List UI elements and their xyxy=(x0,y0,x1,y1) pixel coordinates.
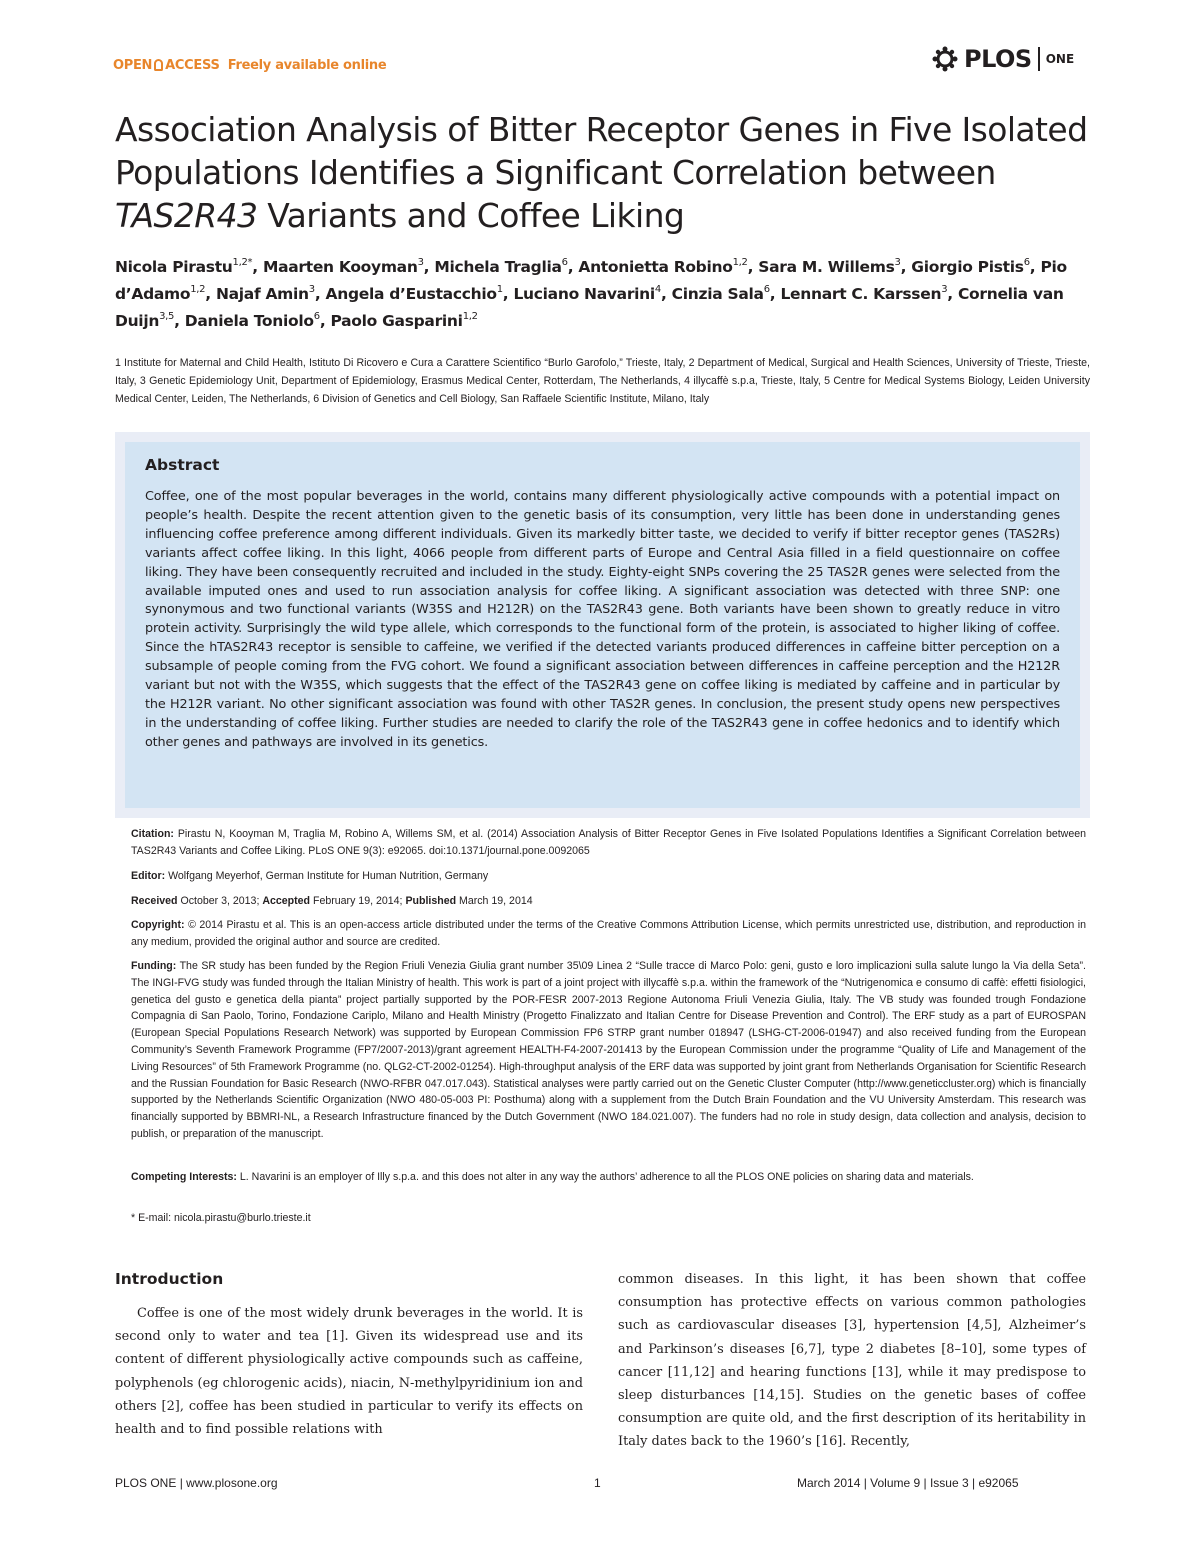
open-access-banner xyxy=(113,58,386,73)
author-name: Cinzia Sala xyxy=(671,285,764,303)
title-part-2: Variants and Coffee Liking xyxy=(257,196,685,235)
author-name: Maarten Kooyman xyxy=(262,258,418,276)
received-date: October 3, 2013; xyxy=(177,895,263,907)
author-name: Angela d’Eustacchio xyxy=(325,285,497,303)
author-affiliation-marker: 1,2 xyxy=(732,257,748,268)
editor xyxy=(131,868,1086,885)
affiliations: 1 Institute for Maternal and Child Health, Istituto Di Ricovero e Cura a Carattere Scientifico “Burlo Garofolo,” Trieste, Italy, 2 Department of Medical, Surgical and Health Sciences, University of Trieste, Trieste, Italy, 3 Genetic Epidemiology Unit, Department of Epidemiology, Erasmus Medical Center, Rotterdam, The Netherlands, 4 illycaffè s.p.a, Trieste, Italy, 5 Centre for Medical Systems Biology, Leiden University Medical Center, Leiden, The Netherlands, 6 Division of Genetics and Cell Biology, San Raffaele Scientific Institute, Milano, Italy xyxy=(115,356,1090,406)
author-affiliation-marker: 3,5 xyxy=(159,311,175,322)
plos-gear-icon xyxy=(932,46,958,72)
author-affiliation-marker: 3 xyxy=(894,257,901,268)
author-name: Antonietta Robino xyxy=(578,258,733,276)
competing-label: Competing Interests: xyxy=(131,1171,237,1183)
one-wordmark: ONE xyxy=(1045,52,1075,66)
logo-divider xyxy=(1038,47,1040,71)
abstract-box xyxy=(115,432,1090,818)
accepted-label: Accepted xyxy=(262,895,311,907)
author-affiliation-marker: 6 xyxy=(1023,257,1030,268)
open-access-lock-icon xyxy=(154,59,163,71)
footer-page-number: 1 xyxy=(594,1476,601,1490)
copyright-text: © 2014 Pirastu et al. This is an open-access article distributed under the terms of the Creative Commons Attribution License, which permits unrestricted use, distribution, and reproduction in any medium, provided the original author and source are credited. xyxy=(131,919,1086,948)
author-name: Pio d’Adamo xyxy=(115,258,1067,303)
author-name: Najaf Amin xyxy=(215,285,309,303)
abstract-heading: Abstract xyxy=(145,456,220,474)
author-name: Luciano Navarini xyxy=(513,285,655,303)
intro-column-right: common diseases. In this light, it has been shown that coffee consumption has protective effects on various common pathologies such as cardiovascular diseases [3], hypertension [4,5], Alzheimer’s and Parkinson’s diseases [6,7], type 2 diabetes [8–10], some types of cancer [11,12] and hearing functions [13], while it may predispose to sleep disturbances [14,15]. Studies on the genetic bases of coffee consumption are quite old, and the first description of its heritability in Italy dates back to the 1960’s [16]. Recently, xyxy=(618,1272,1086,1450)
accepted-date: February 19, 2014; xyxy=(310,895,406,907)
plos-one-logo[interactable] xyxy=(932,44,1074,74)
footer-journal[interactable]: PLOS ONE | www.plosone.org xyxy=(115,1476,278,1490)
author-affiliation-marker: 3 xyxy=(308,284,315,295)
author-name: Daniela Toniolo xyxy=(184,312,314,330)
abstract-text: Coffee, one of the most popular beverages in the world, contains many different physiologically active compounds with a potential impact on people’s health. Despite the recent attention given to the genetic basis of its consumption, very little has been done in understanding genes influencing coffee preference among different individuals. Given its markedly bitter taste, we decided to verify if bitter receptor genes (TAS2Rs) variants affect coffee liking. In this light, 4066 people from different parts of Europe and Central Asia filled in a field questionnaire on coffee liking. They have been consequently recruited and included in the study. Eighty-eight SNPs covering the 25 TAS2R genes were selected from the available imputed ones and used to run association analysis for coffee liking. A significant association was detected with three SNP: one synonymous and two functional variants (W35S and H212R) on the TAS2R43 gene. Both variants have been shown to greatly reduce in vitro protein activity. Surprisingly the wild type allele, which corresponds to the functional form of the protein, is associated to higher liking of coffee. Since the hTAS2R43 receptor is sensible to caffeine, we verified if the detected variants produced differences in caffeine bitter perception on a subsample of people coming from the FVG cohort. We found a significant association between differences in caffeine perception and the H212R variant but not with the W35S, which suggests that the effect of the TAS2R43 gene on coffee liking is mediated by caffeine and in particular by the H212R variant. No other significant association was found with other TAS2R genes. In conclusion, the present study opens new perspectives in the understanding of coffee liking. Further studies are needed to clarify the role of the TAS2R43 gene in coffee hedonics and to identify which other genes and pathways are involved in its genetics. xyxy=(145,489,1060,750)
copyright xyxy=(131,917,1086,951)
author-name: Cornelia van Duijn xyxy=(115,285,1064,330)
author-name: Paolo Gasparini xyxy=(330,312,463,330)
funding-label: Funding: xyxy=(131,960,177,972)
editor-text: Wolfgang Meyerhof, German Institute for Human Nutrition, Germany xyxy=(165,870,489,882)
author-affiliation-marker: 4 xyxy=(654,284,661,295)
funding-text: The SR study has been funded by the Region Friuli Venezia Giulia grant number 35\09 Linea 2 “Sulle tracce di Marco Polo: geni, gusto e loro implicazioni sulla salute lungo la Via della Seta”. The INGI-FVG study was funded through the Italian Ministry of health. This work is part of a joint project with illycaffè s.p.a. within the framework of the “Nutrigenomica e consumo di caffè: effetti fisiologici, genetica del gusto e genetica della pianta” project partially supported by the POR-FESR 2007-2013 Regione Autonoma Friuli Venezia Giulia, Italy. The VB study was founded trough Fondazione Compagnia di San Paolo, Torino, Fondazione Cariplo, Milano and Health Ministry (Progetto Finalizzato and Italian Centre for Disease Prevention and Control). The ERF study as a part of EUROSPAN (European Special Populations Research Network) was supported by European Commission FP6 STRP grant number 018947 (LSHG-CT-2006-01947) and also received funding from the European Community’s Seventh Framework Programme (FP7/2007-2013)/grant agreement HEALTH-F4-2007-201413 by the European Commission under the programme “Quality of Life and Management of the Living Resources” of 5th Framework Programme (no. QLG2-CT-2002-01254). High-throughput analysis of the ERF data was supported by joint grant from Netherlands Organisation for Scientific Research and the Russian Foundation for Basic Research (NWO-RFBR 047.017.043). Statistical analyses were partly carried out on the Genetic Cluster Computer (http://www.geneticcluster.org) which is financially supported by the Netherlands Scientific Organization (NWO 480-05-003 PI: Posthuma) along with a supplement from the Dutch Brain Foundation and the VU University Amsterdam. This research was financially supported by BBMRI-NL, a Research Infrastructure financed by the Dutch Government (NWO 184.021.007). The funders had no role in study design, data collection and analysis, decision to publish, or preparation of the manuscript. xyxy=(131,960,1086,1140)
author-affiliation-marker: 1 xyxy=(496,284,503,295)
introduction-heading: Introduction xyxy=(115,1270,224,1288)
editor-label: Editor: xyxy=(131,870,166,882)
copyright-label: Copyright: xyxy=(131,919,185,931)
author-affiliation-marker: 1,2* xyxy=(232,257,253,268)
published-label: Published xyxy=(405,895,457,907)
citation xyxy=(131,826,1086,860)
funding xyxy=(131,958,1086,1143)
article-title xyxy=(115,108,1115,237)
author-affiliation-marker: 3 xyxy=(417,257,424,268)
open-label: OPEN xyxy=(113,58,153,73)
access-label: ACCESS xyxy=(165,58,220,73)
author-affiliation-marker: 6 xyxy=(763,284,770,295)
corresponding-email[interactable]: * E-mail: nicola.pirastu@burlo.trieste.it xyxy=(131,1212,311,1224)
footer-issue: March 2014 | Volume 9 | Issue 3 | e92065 xyxy=(797,1476,1019,1490)
author-affiliation-marker: 1,2 xyxy=(190,284,206,295)
author-list: Nicola Pirastu$^{1,2*}$, Maarten Kooyman$^3$, Michela Traglia$^6$, Antonietta Robino$^{1,2}$, Sara M. Willems$^3$, Giorgio Pistis$^6$, Pio d’Adamo$^{1,2}$, Najaf Amin$^3$, Angela d’Eustacchio$^1$, Luciano Navarini$^4$, Cinzia Sala$^6$, Lennart C. Karssen$^3$, Cornelia van Duijn$^{3,5}$, Daniela Toniolo$^6$, Paolo Gasparini$^{1,2}$ xyxy=(115,257,1067,330)
author-affiliation-marker: 1,2 xyxy=(462,311,478,322)
author-name: Sara M. Willems xyxy=(758,258,895,276)
citation-label: Citation: xyxy=(131,828,174,840)
author-name: Nicola Pirastu xyxy=(115,258,233,276)
author-affiliation-marker: 6 xyxy=(561,257,568,268)
author-affiliation-marker: 3 xyxy=(941,284,948,295)
intro-column-left: Coffee is one of the most widely drunk beverages in the world. It is second only to water and tea [1]. Given its widespread use and its content of different physiologically active compounds such as caffeine, polyphenols (eg chlorogenic acids), niacin, N-methylpyridinium ion and others [2], coffee has been studied in particular to verify its effects on health and to find possible relations with xyxy=(115,1306,583,1438)
published-date: March 19, 2014 xyxy=(456,895,533,907)
dates xyxy=(131,893,1086,910)
plos-wordmark: PLOS xyxy=(964,45,1032,73)
competing-text: L. Navarini is an employer of Illy s.p.a. and this does not alter in any way the authors’ adherence to all the PLOS ONE policies on sharing data and materials. xyxy=(236,1171,974,1183)
title-gene: TAS2R43 xyxy=(115,196,258,235)
competing-interests xyxy=(131,1169,1086,1186)
title-part-1: Association Analysis of Bitter Receptor Genes in Five Isolated Populations Identifies a Significant Correlation between xyxy=(115,110,1088,192)
freely-available-label: Freely available online xyxy=(227,58,387,73)
author-name: Michela Traglia xyxy=(434,258,562,276)
author-affiliation-marker: 6 xyxy=(313,311,320,322)
author-name: Giorgio Pistis xyxy=(911,258,1024,276)
received-label: Received xyxy=(131,895,178,907)
citation-text: Pirastu N, Kooyman M, Traglia M, Robino A, Willems SM, et al. (2014) Association Analysis of Bitter Receptor Genes in Five Isolated Populations Identifies a Significant Correlation between TAS2R43 Variants and Coffee Liking. PLoS ONE 9(3): e92065. doi:10.1371/journal.pone.0092065 xyxy=(131,828,1086,857)
author-name: Lennart C. Karssen xyxy=(780,285,942,303)
